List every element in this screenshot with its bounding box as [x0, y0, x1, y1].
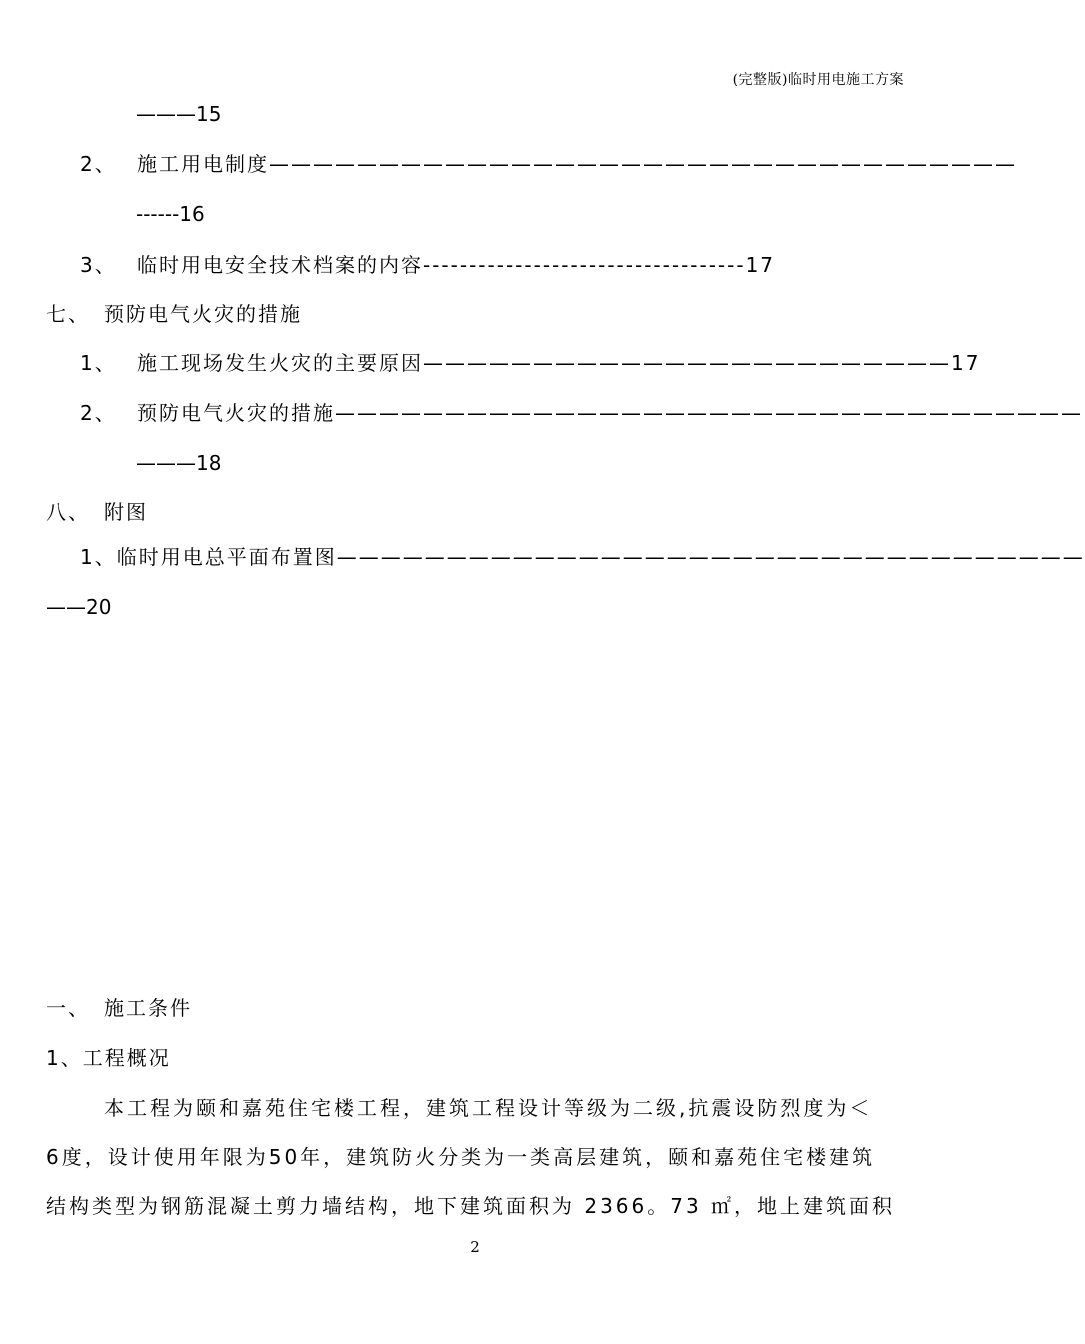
toc-item-6-3-number: 3、 — [80, 253, 117, 277]
toc-item-6-3: 临时用电安全技术档案的内容-----------------------------------17 — [137, 253, 776, 277]
paragraph-line-3: 结构类型为钢筋混凝土剪力墙结构，地下建筑面积为 2366。73 ㎡，地上建筑面积 — [46, 1194, 896, 1218]
toc-section-7-number: 七、 — [46, 302, 90, 326]
toc-item-7-1-number: 1、 — [80, 351, 117, 375]
running-header: (完整版)临时用电施工方案 — [732, 72, 904, 88]
subsection-1-title: 1、工程概况 — [46, 1046, 171, 1070]
toc-item-8-1: 1、临时用电总平面布置图—————————————————————————————————— — [80, 545, 1085, 569]
toc-line-continuation: ———15 — [136, 102, 222, 126]
toc-item-7-2-continuation: ———18 — [136, 451, 222, 475]
paragraph-line-1: 本工程为颐和嘉苑住宅楼工程，建筑工程设计等级为二级,抗震设防烈度为＜ — [104, 1096, 873, 1120]
page-number: 2 — [470, 1238, 480, 1256]
toc-item-6-2: 施工用电制度—————————————————————————————————— — [137, 152, 1017, 176]
toc-section-7-title: 预防电气火灾的措施 — [104, 302, 302, 326]
section-1-title: 施工条件 — [104, 996, 192, 1020]
toc-item-6-2-number: 2、 — [80, 152, 117, 176]
toc-item-8-1-continuation: ——20 — [46, 595, 112, 619]
toc-item-7-1: 施工现场发生火灾的主要原因————————————————————————17 — [137, 351, 981, 375]
toc-item-7-2-number: 2、 — [80, 401, 117, 425]
paragraph-line-2: 6度，设计使用年限为50年，建筑防火分类为一类高层建筑，颐和嘉苑住宅楼建筑 — [46, 1145, 876, 1169]
toc-item-7-2: 预防电气火灾的措施—————————————————————————————————— — [137, 401, 1083, 425]
toc-item-6-2-continuation: ------16 — [136, 202, 205, 226]
section-1-number: 一、 — [46, 996, 90, 1020]
toc-section-8-number: 八、 — [46, 500, 90, 524]
toc-section-8-title: 附图 — [104, 500, 148, 524]
